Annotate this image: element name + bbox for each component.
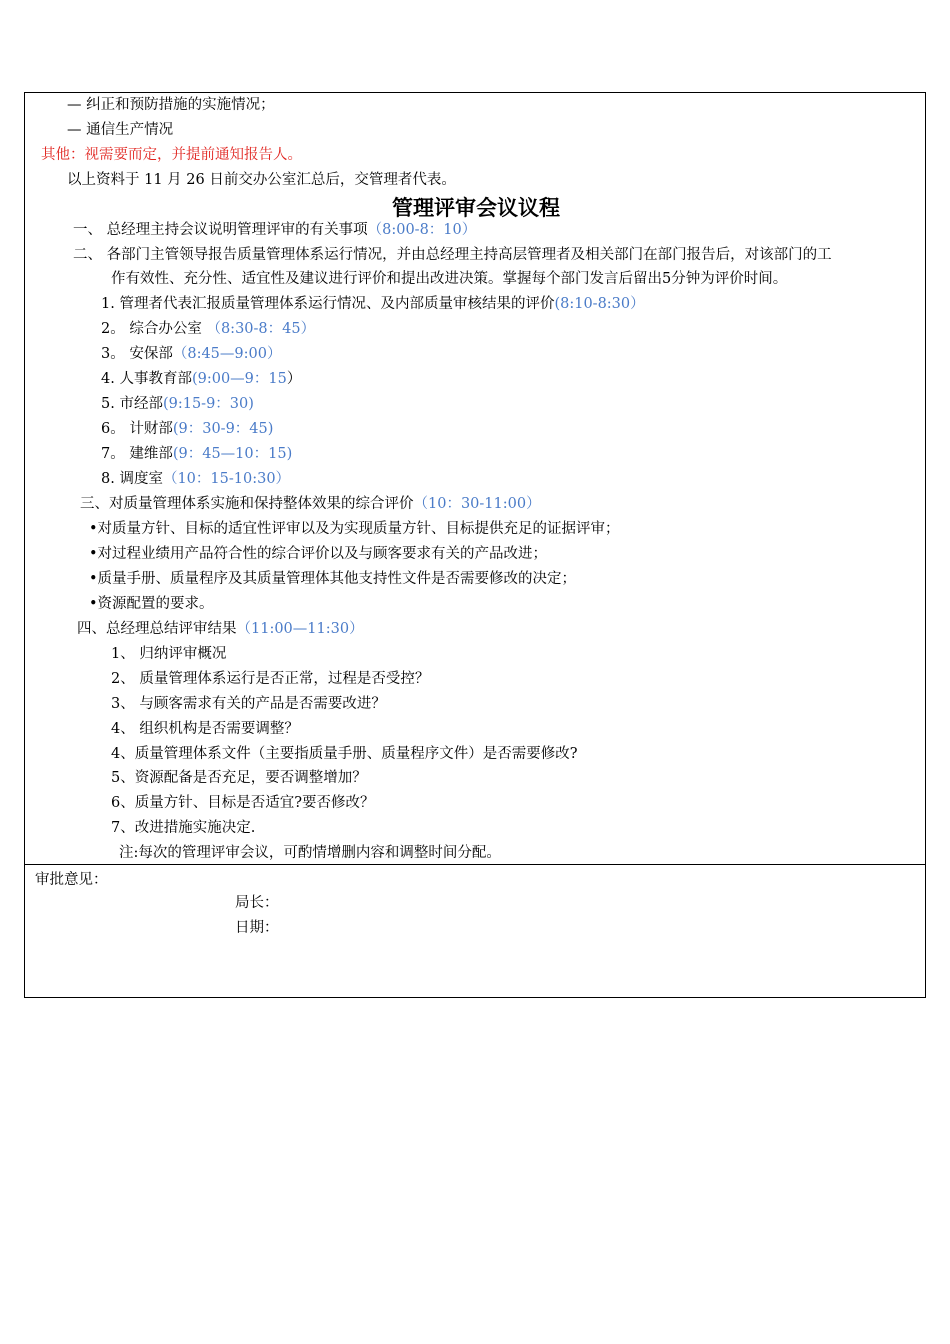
agenda-cell [25, 93, 925, 865]
section-3-time: （10：30-11:00） [413, 496, 541, 512]
section-2-item: 5. 市经部(9:15-9：30) [101, 396, 254, 412]
header-item: — 通信生产情况 [67, 122, 174, 138]
form-table [24, 92, 926, 998]
section-2-item: 7。 建维部(9：45—10：15) [101, 446, 293, 462]
approval-label: 审批意见： [35, 872, 108, 888]
section-4-item: 5、资源配备是否充足，要否调整增加？ [111, 770, 367, 786]
section-1 [73, 221, 476, 239]
section-4-item: 6、质量方针、目标是否适宜?要否修改？ [111, 795, 375, 811]
section-4-item: 2、 质量管理体系运行是否正常，过程是否受控？ [111, 671, 430, 687]
section-4-item: 4、 组织机构是否需要调整？ [111, 721, 299, 737]
section-4-time: （11:00—11:30） [236, 621, 364, 637]
section-2-item: 2。 综合办公室 （8:30-8：45） [101, 321, 316, 337]
section-4-item: 4、质量管理体系文件（主要指质量手册、质量程序文件）是否需要修改? [111, 746, 578, 762]
section-2-line-2: 作有效性、充分性、适宜性及建议进行评价和提出改进决策。掌握每个部门发言后留出5分钟为评价时间。 [111, 271, 788, 287]
section-3-bullet: •对过程业绩用产品符合性的综合评价以及与顾客要求有关的产品改进； [89, 546, 548, 562]
approval-cell [25, 865, 925, 997]
section-2-item: 3。 安保部（8:45—9:00） [101, 346, 282, 362]
section-2-item: 8. 调度室（10：15-10:30） [101, 471, 291, 487]
section-2-line-1: 二、 各部门主管领导报告质量管理体系运行情况，并由总经理主持高层管理者及相关部门在部门报告后，对该部门的工 [73, 247, 832, 263]
section-4-note: 注:每次的管理评审会议，可酌情增删内容和调整时间分配。 [119, 845, 501, 861]
section-2-item: 6。 计财部(9：30-9：45) [101, 421, 274, 437]
other-note: 其他：视需要而定，并提前通知报告人。 [41, 147, 302, 163]
submit-note: 以上资料于 11 月 26 日前交办公室汇总后，交管理者代表。 [67, 172, 456, 188]
section-4-label: 四、总经理总结评审结果 [77, 621, 237, 637]
section-3-bullet: •质量手册、质量程序及其质量管理体其他支持性文件是否需要修改的决定； [89, 571, 577, 587]
section-3-bullet: •对质量方针、目标的适宜性评审以及为实现质量方针、目标提供充足的证据评审； [89, 521, 620, 537]
header-item: — 纠正和预防措施的实施情况； [67, 97, 275, 113]
section-4 [77, 620, 364, 638]
agenda-title: 管理评审会议议程 [392, 196, 560, 220]
section-3 [80, 495, 541, 513]
director-label: 局长： [235, 895, 279, 911]
section-3-label: 三、对质量管理体系实施和保持整体效果的综合评价 [80, 496, 414, 512]
section-4-item: 7、改进措施实施决定. [111, 820, 256, 836]
section-2-item: 1. 管理者代表汇报质量管理体系运行情况、及内部质量审核结果的评价(8:10-8:30） [101, 296, 645, 312]
section-1-time: （8:00-8：10） [367, 222, 477, 238]
date-label: 日期： [235, 920, 279, 936]
section-4-item: 3、 与顾客需求有关的产品是否需要改进？ [111, 696, 386, 712]
section-2-item: 4. 人事教育部(9:00—9：15） [101, 371, 302, 387]
section-1-label: 一、 总经理主持会议说明管理评审的有关事项 [73, 222, 368, 238]
section-3-bullet: •资源配置的要求。 [89, 596, 214, 612]
section-4-item: 1、 归纳评审概况 [111, 646, 227, 662]
